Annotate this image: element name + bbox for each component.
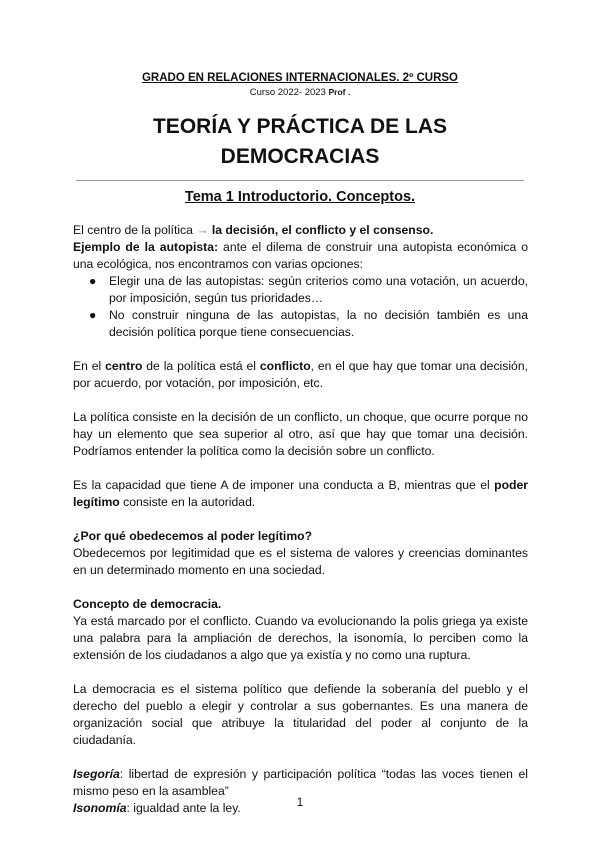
text-run: , en el que hay que tomar una decisión, por acuerdo, por votación, por imposición, etc. [73,359,528,390]
example-paragraph [73,239,528,273]
obey-heading: ¿Por qué obedecemos al poder legítimo? [73,529,313,543]
intro-paragraph [73,222,528,239]
text-run: consiste en la autoridad. [119,495,256,509]
horizontal-divider [76,180,524,181]
title-line-1: TEORÍA Y PRÁCTICA DE LAS [152,115,448,138]
page-number: 1 [296,795,304,809]
document-body [73,222,528,817]
bold-run: centro [105,359,143,373]
options-list [73,273,528,341]
list-item [73,273,528,307]
text-run: Es la capacidad que tiene A de imponer una conducta a B, mientras que el [73,478,495,492]
bold-run: poder legítimo [73,478,528,509]
obey-paragraph: Obedecemos por legitimidad que es el sistema de valores y creencias dominantes en un determinado momento en una sociedad. [73,546,528,577]
bullet-icon: ● [89,274,97,288]
list-item [73,307,528,341]
right-arrow-icon: → [196,223,209,237]
example-label: Ejemplo de la autopista: [73,240,219,254]
document-title [0,112,600,172]
title-line-2: DEMOCRACIAS [220,145,380,168]
topic-heading: Tema 1 Introductorio. Conceptos. [184,189,416,205]
bullet-icon: ● [89,308,97,322]
course-line [0,87,600,98]
text-run: En el [73,359,106,373]
isegoria-text: : libertad de expresión y participación política “todas las voces tienen el mismo peso en la asamblea” [73,767,528,798]
center-paragraph [73,358,528,392]
isonomia-term: Isonomía [73,801,127,815]
democracy-paragraph-1: Ya está marcado por el conflicto. Cuando va evolucionando la polis griega ya existe una palabra para la ampliación de derechos, la isonomía, lo perciben como la extensión de los ciudadanos a algo que ya existía y no como una ruptura. [73,614,528,662]
course-prof: Prof . [328,87,351,97]
institution-heading: GRADO EN RELACIONES INTERNACIONALES. 2º CURSO [141,72,458,84]
democracy-heading: Concepto de democracia. [73,597,222,611]
politics-paragraph: La política consiste en la decisión de un conflicto, un choque, que ocurre porque no hay un elemento que sea superior al otro, así que hay que tomar una decisión. Podríamos entender la política como la decisión sobre un conflicto. [73,410,528,458]
power-paragraph [73,477,528,511]
list-item-text: No construir ninguna de las autopistas, la no decisión también es una decisión política porque tiene consecuencias. [109,308,528,339]
intro-text: El centro de la política [73,223,197,237]
list-item-text: Elegir una de las autopistas: según criterios como una votación, un acuerdo, por imposición, según tus prioridades… [109,274,528,305]
isegoria-term: Isegoría [73,767,120,781]
isonomia-text: : igualdad ante la ley. [126,801,241,815]
bold-run: conflicto [259,359,311,373]
democracy-paragraph-2: La democracia es el sistema político que defiende la soberanía del pueblo y el derecho del pueblo a elegir y controlar a sus gobernantes. Es una manera de organización social que atribuye la titularidad del poder al conjunto de la ciudadanía. [73,682,528,747]
text-run: de la política está el [142,359,260,373]
intro-bold: la decisión, el conflicto y el consenso. [208,223,434,237]
course-years: Curso 2022- 2023 [249,87,329,98]
example-text: ante el dilema de construir una autopista económica o una ecológica, nos encontramos con varias opciones: [73,240,528,271]
